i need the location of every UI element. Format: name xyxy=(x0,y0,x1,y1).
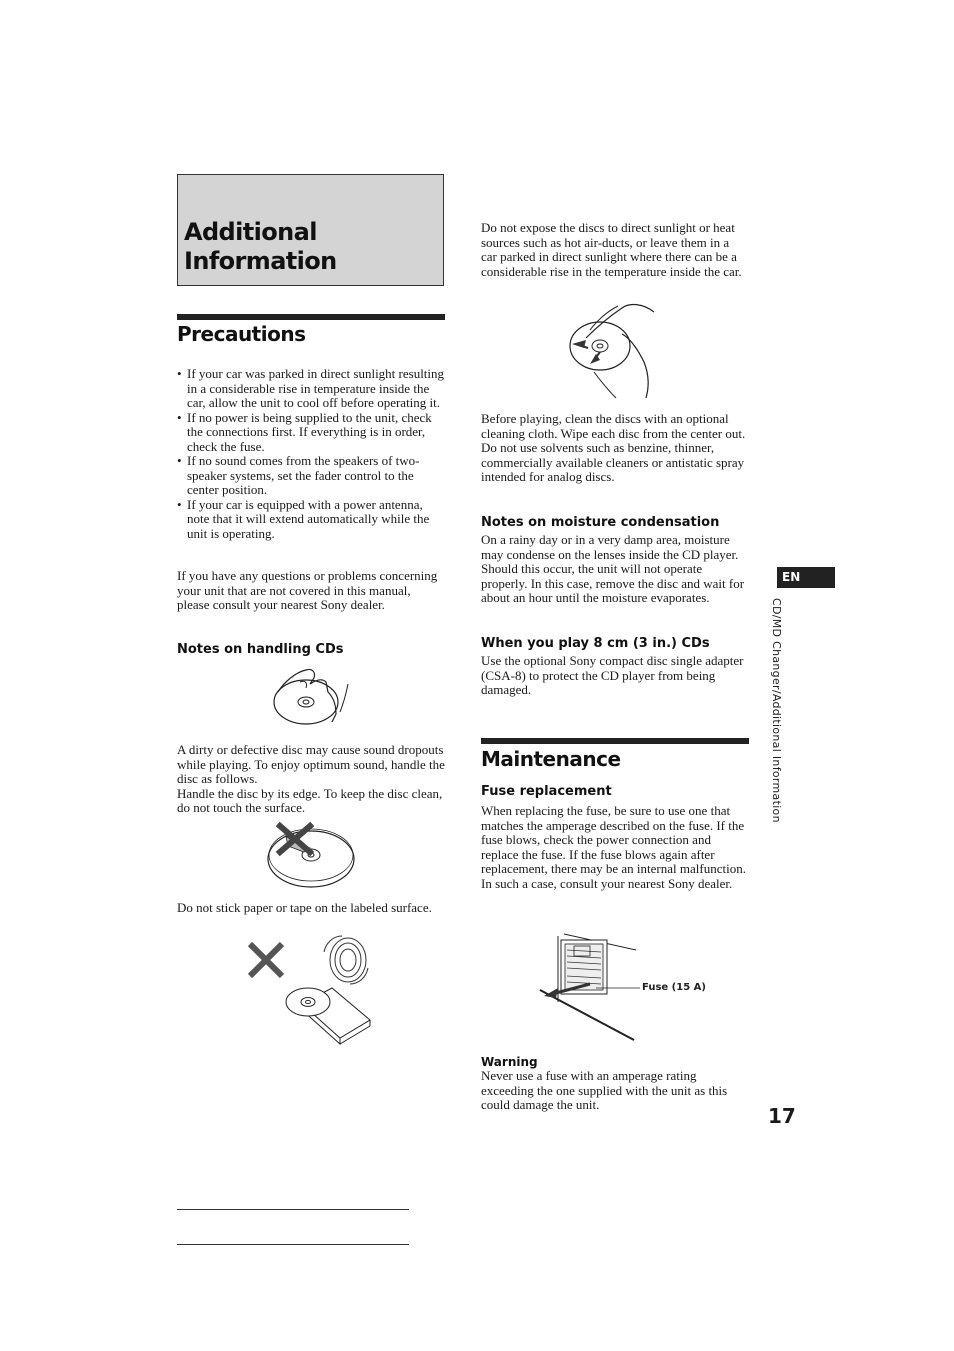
maintenance-rule xyxy=(481,738,749,744)
fuse-callout-label: Fuse (15 A) xyxy=(642,982,706,993)
precautions-list xyxy=(177,367,447,541)
label-paragraph: Do not stick paper or tape on the labeled surface. xyxy=(177,900,432,915)
no-paper-tape-illustration xyxy=(244,932,379,1044)
handling-heading: Notes on handling CDs xyxy=(177,642,344,657)
warning-paragraph: Never use a fuse with an amperage rating exceeding the one supplied with the unit as this could damage the unit. xyxy=(481,1068,728,1112)
cd8-paragraph: Use the optional Sony compact disc single adapter (CSA-8) to protect the CD player from being damaged. xyxy=(481,653,744,697)
sunlight-paragraph: Do not expose the discs to direct sunlight or heat sources such as hot air-ducts, or leave them in a car parked in direct sunlight where there can be a considerable rise in the temperature inside the car. xyxy=(481,220,742,279)
list-item: • If your car is equipped with a power antenna, note that it will extend automatically while the unit is operating. xyxy=(177,498,447,542)
footer-line-bottom xyxy=(177,1244,409,1245)
footer-line-top xyxy=(177,1209,409,1210)
maintenance-heading: Maintenance xyxy=(481,747,621,771)
questions-paragraph: If you have any questions or problems concerning your unit that are not covered in this manual, please consult your nearest Sony dealer. xyxy=(177,568,438,612)
wiping-disc-illustration xyxy=(566,298,662,402)
section-title: Additional Information xyxy=(184,218,337,275)
hand-holding-disc-illustration xyxy=(270,662,355,730)
fuse-replacement-illustration xyxy=(534,932,640,1044)
fuse-heading: Fuse replacement xyxy=(481,784,612,799)
handling-paragraph: A dirty or defective disc may cause sound dropouts while playing. To enjoy optimum sound, handle the disc as follows. Handle the disc by its edge. To keep the disc clean, do not touch the surface. xyxy=(177,742,445,815)
list-item: • If no sound comes from the speakers of two-speaker systems, set the fader control to the center position. xyxy=(177,454,447,498)
disc-touch-prohibited-illustration xyxy=(266,822,358,890)
language-tab: EN xyxy=(777,567,835,588)
list-item: • If your car was parked in direct sunlight resulting in a considerable rise in temperature inside the car, allow the unit to cool off before operating it. xyxy=(177,367,447,411)
cd8-heading: When you play 8 cm (3 in.) CDs xyxy=(481,636,710,651)
fuse-paragraph: When replacing the fuse, be sure to use one that matches the amperage described on the fuse. If the fuse blows, check the power connection and replace the fuse. If the fuse blows again after replacement, there may be an internal malfunction. In such a case, consult your nearest Sony dealer. xyxy=(481,803,746,891)
warning-heading: Warning xyxy=(481,1055,538,1069)
precautions-rule xyxy=(177,314,445,320)
list-item: • If no power is being supplied to the unit, check the connections first. If everything is in order, check the fuse. xyxy=(177,411,447,455)
precautions-heading: Precautions xyxy=(177,322,306,346)
cleaning-paragraph: Before playing, clean the discs with an optional cleaning cloth. Wipe each disc from the center out. Do not use solvents such as benzine, thinner, commercially available cleaners or antistatic spray intended for analog discs. xyxy=(481,411,746,484)
page-number: 17 xyxy=(768,1104,796,1128)
moisture-paragraph: On a rainy day or in a very damp area, moisture may condense on the lenses inside the CD player. Should this occur, the unit will not operate properly. In this case, remove the disc and wait for about an hour until the moisture evaporates. xyxy=(481,532,745,605)
section-side-label: CD/MD Changer/Additional Information xyxy=(770,598,783,823)
moisture-heading: Notes on moisture condensation xyxy=(481,515,720,530)
